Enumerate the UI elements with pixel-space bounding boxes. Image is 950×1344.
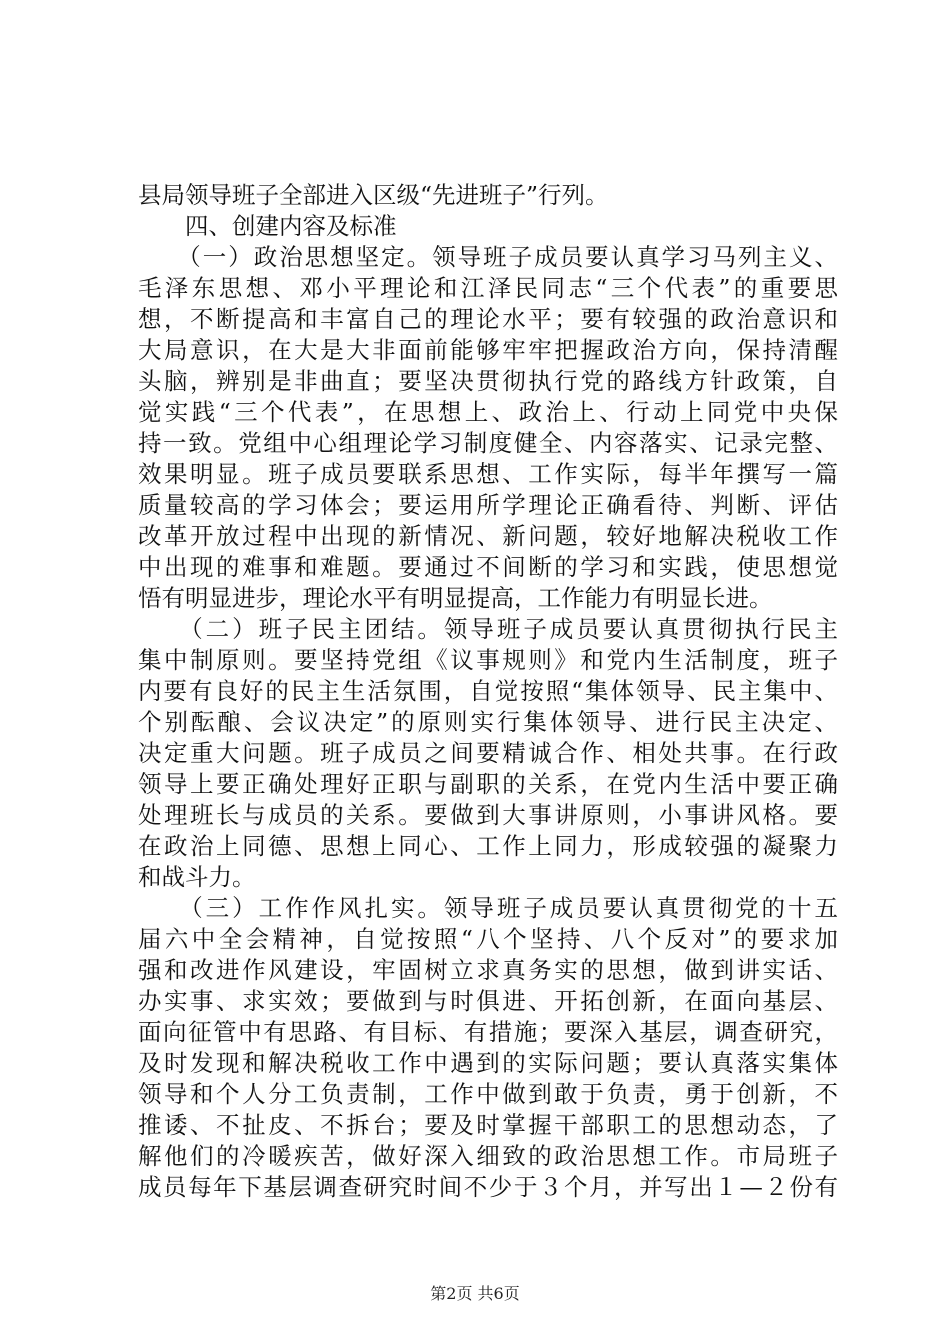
page-number: 第2页 共6页 xyxy=(430,1284,520,1303)
text-line: 成员每年下基层调查研究时间不少于３个月，并写出１—２份有 xyxy=(138,1173,838,1201)
text-line: 中出现的难事和难题。要通过不间断的学习和实践，使思想觉 xyxy=(138,553,838,581)
text-line: 领导上要正确处理好正职与副职的关系，在党内生活中要正确 xyxy=(138,770,838,798)
text-line: 想，不断提高和丰富自己的理论水平；要有较强的政治意识和 xyxy=(138,305,838,333)
section-heading: 四、创建内容及标准 xyxy=(138,212,397,240)
text-line: 推诿、不扯皮、不拆台；要及时掌握干部职工的思想动态，了 xyxy=(138,1111,838,1139)
text-line: 解他们的冷暖疾苦，做好深入细致的政治思想工作。市局班子 xyxy=(138,1142,838,1170)
text-line: 大局意识，在大是大非面前能够牢牢把握政治方向，保持清醒 xyxy=(138,336,838,364)
text-line: 改革开放过程中出现的新情况、新问题，较好地解决税收工作 xyxy=(138,522,838,550)
text-line: 头脑，辨别是非曲直；要坚决贯彻执行党的路线方针政策，自 xyxy=(138,367,838,395)
text-line: 悟有明显进步，理论水平有明显提高，工作能力有明显长进。 xyxy=(138,584,773,612)
text-line: 强和改进作风建设，牢固树立求真务实的思想，做到讲实话、 xyxy=(138,956,838,984)
text-line: 面向征管中有思路、有目标、有措施；要深入基层，调查研究， xyxy=(138,1018,838,1046)
text-line: （一）政治思想坚定。领导班子成员要认真学习马列主义、 xyxy=(138,243,838,271)
text-line: （三）工作作风扎实。领导班子成员要认真贯彻党的十五 xyxy=(138,894,838,922)
text-line: 决定重大问题。班子成员之间要精诚合作、相处共事。在行政 xyxy=(138,739,838,767)
text-line: 领导和个人分工负责制，工作中做到敢于负责，勇于创新，不 xyxy=(138,1080,838,1108)
text-line: 及时发现和解决税收工作中遇到的实际问题；要认真落实集体 xyxy=(138,1049,838,1077)
text-line: 在政治上同德、思想上同心、工作上同力，形成较强的凝聚力 xyxy=(138,832,838,860)
text-line: 届六中全会精神，自觉按照“八个坚持、八个反对”的要求加 xyxy=(138,925,838,953)
text-line: 毛泽东思想、邓小平理论和江泽民同志“三个代表”的重要思 xyxy=(138,274,838,302)
text-line: 集中制原则。要坚持党组《议事规则》和党内生活制度，班子 xyxy=(138,646,838,674)
text-line: 个别酝酿、会议决定”的原则实行集体领导、进行民主决定、 xyxy=(138,708,838,736)
text-line: 处理班长与成员的关系。要做到大事讲原则，小事讲风格。要 xyxy=(138,801,838,829)
text-line: （二）班子民主团结。领导班子成员要认真贯彻执行民主 xyxy=(138,615,838,643)
text-line: 县局领导班子全部进入区级“先进班子”行列。 xyxy=(138,181,609,209)
text-line: 持一致。党组中心组理论学习制度健全、内容落实、记录完整、 xyxy=(138,429,838,457)
text-line: 内要有良好的民主生活氛围，自觉按照“集体领导、民主集中、 xyxy=(138,677,838,705)
text-line: 质量较高的学习体会；要运用所学理论正确看待、判断、评估 xyxy=(138,491,838,519)
text-line: 办实事、求实效；要做到与时俱进、开拓创新，在面向基层、 xyxy=(138,987,838,1015)
text-line: 觉实践“三个代表”，在思想上、政治上、行动上同党中央保 xyxy=(138,398,838,426)
text-line: 和战斗力。 xyxy=(138,863,256,891)
text-line: 效果明显。班子成员要联系思想、工作实际，每半年撰写一篇 xyxy=(138,460,838,488)
